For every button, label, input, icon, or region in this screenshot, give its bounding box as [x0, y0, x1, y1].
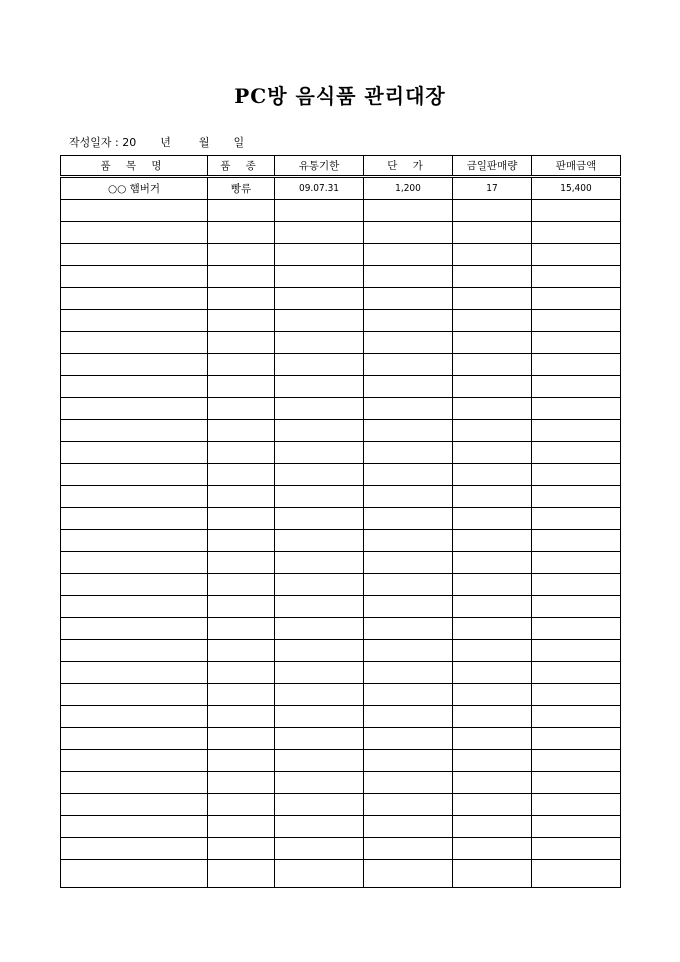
cell-category [208, 574, 275, 596]
cell-category [208, 772, 275, 794]
cell-sales-amount [532, 794, 621, 816]
cell-expiry-date [275, 816, 364, 838]
header-expiry-date: 유통기한 [275, 156, 364, 177]
month-unit: 월 [198, 136, 210, 149]
cell-unit-price [364, 266, 453, 288]
cell-expiry-date [275, 244, 364, 266]
table-row [61, 177, 621, 200]
cell-sales-amount [532, 288, 621, 310]
header-unit-price: 단 가 [364, 156, 453, 177]
cell-item-name [61, 332, 208, 354]
cell-daily-sales [453, 288, 532, 310]
cell-item-name [61, 772, 208, 794]
table-row-empty [61, 442, 621, 464]
cell-category [208, 376, 275, 398]
cell-sales-amount [532, 442, 621, 464]
cell-expiry-date [275, 552, 364, 574]
cell-sales-amount: 15,400 [532, 177, 621, 200]
cell-daily-sales [453, 508, 532, 530]
cell-expiry-date [275, 464, 364, 486]
table-row-empty [61, 728, 621, 750]
cell-daily-sales [453, 310, 532, 332]
cell-daily-sales [453, 728, 532, 750]
cell-item-name [61, 508, 208, 530]
cell-category [208, 486, 275, 508]
table-row-empty [61, 552, 621, 574]
cell-item-name [61, 684, 208, 706]
cell-unit-price [364, 486, 453, 508]
cell-unit-price [364, 244, 453, 266]
cell-daily-sales [453, 574, 532, 596]
cell-sales-amount [532, 486, 621, 508]
cell-daily-sales [453, 794, 532, 816]
cell-expiry-date [275, 530, 364, 552]
cell-unit-price [364, 200, 453, 222]
table-row-empty [61, 772, 621, 794]
cell-expiry-date [275, 420, 364, 442]
cell-daily-sales [453, 464, 532, 486]
cell-expiry-date: 09.07.31 [275, 177, 364, 200]
cell-expiry-date [275, 574, 364, 596]
cell-expiry-date [275, 486, 364, 508]
table-row-empty [61, 376, 621, 398]
cell-sales-amount [532, 332, 621, 354]
cell-unit-price [364, 596, 453, 618]
cell-item-name [61, 442, 208, 464]
cell-daily-sales [453, 222, 532, 244]
cell-expiry-date [275, 354, 364, 376]
cell-unit-price [364, 860, 453, 888]
cell-item-name [61, 464, 208, 486]
cell-item-name [61, 222, 208, 244]
cell-expiry-date [275, 266, 364, 288]
header-category: 품 종 [208, 156, 275, 177]
cell-daily-sales [453, 244, 532, 266]
cell-item-name [61, 750, 208, 772]
cell-item-name [61, 662, 208, 684]
cell-unit-price [364, 772, 453, 794]
cell-unit-price [364, 574, 453, 596]
cell-expiry-date [275, 706, 364, 728]
cell-sales-amount [532, 640, 621, 662]
table-row-empty [61, 332, 621, 354]
cell-sales-amount [532, 552, 621, 574]
cell-daily-sales [453, 376, 532, 398]
cell-unit-price [364, 398, 453, 420]
table-row-empty [61, 596, 621, 618]
cell-expiry-date [275, 442, 364, 464]
cell-daily-sales [453, 420, 532, 442]
cell-expiry-date [275, 200, 364, 222]
cell-category: 빵류 [208, 177, 275, 200]
table-row-empty [61, 200, 621, 222]
table-header-row [61, 156, 621, 177]
table-row-empty [61, 288, 621, 310]
cell-category [208, 354, 275, 376]
cell-sales-amount [532, 244, 621, 266]
cell-unit-price [364, 640, 453, 662]
cell-category [208, 596, 275, 618]
cell-category [208, 816, 275, 838]
cell-category [208, 266, 275, 288]
cell-expiry-date [275, 838, 364, 860]
cell-category [208, 398, 275, 420]
cell-daily-sales [453, 684, 532, 706]
cell-sales-amount [532, 728, 621, 750]
table-row-empty [61, 574, 621, 596]
cell-expiry-date [275, 310, 364, 332]
cell-unit-price [364, 442, 453, 464]
cell-category [208, 508, 275, 530]
cell-unit-price [364, 464, 453, 486]
table-row-empty [61, 794, 621, 816]
table-row-empty [61, 508, 621, 530]
cell-daily-sales [453, 750, 532, 772]
cell-daily-sales [453, 816, 532, 838]
cell-daily-sales [453, 354, 532, 376]
cell-expiry-date [275, 662, 364, 684]
cell-item-name [61, 706, 208, 728]
cell-item-name [61, 530, 208, 552]
year-unit: 년 [160, 136, 171, 149]
cell-unit-price [364, 750, 453, 772]
cell-sales-amount [532, 816, 621, 838]
cell-daily-sales [453, 486, 532, 508]
cell-category [208, 222, 275, 244]
cell-daily-sales [453, 552, 532, 574]
cell-item-name [61, 838, 208, 860]
table-row-empty [61, 486, 621, 508]
cell-daily-sales [453, 772, 532, 794]
table-row-empty [61, 530, 621, 552]
cell-unit-price [364, 354, 453, 376]
cell-unit-price [364, 662, 453, 684]
table-row-empty [61, 464, 621, 486]
cell-category [208, 618, 275, 640]
header-item-name: 품 목 명 [61, 156, 208, 177]
cell-expiry-date [275, 508, 364, 530]
cell-expiry-date [275, 376, 364, 398]
cell-sales-amount [532, 772, 621, 794]
cell-category [208, 420, 275, 442]
cell-item-name [61, 200, 208, 222]
day-unit: 일 [233, 136, 245, 149]
food-ledger-table [60, 155, 621, 888]
cell-item-name [61, 354, 208, 376]
cell-expiry-date [275, 288, 364, 310]
table-row-empty [61, 618, 621, 640]
table-row-empty [61, 860, 621, 888]
cell-daily-sales [453, 706, 532, 728]
cell-unit-price [364, 288, 453, 310]
cell-expiry-date [275, 222, 364, 244]
table-row-empty [61, 816, 621, 838]
cell-category [208, 200, 275, 222]
cell-expiry-date [275, 860, 364, 888]
cell-item-name [61, 596, 208, 618]
cell-daily-sales [453, 398, 532, 420]
cell-category [208, 838, 275, 860]
cell-daily-sales [453, 266, 532, 288]
cell-unit-price [364, 508, 453, 530]
table-row-empty [61, 354, 621, 376]
cell-category [208, 750, 275, 772]
cell-unit-price [364, 552, 453, 574]
cell-sales-amount [532, 530, 621, 552]
cell-sales-amount [532, 266, 621, 288]
cell-unit-price [364, 530, 453, 552]
table-row-empty [61, 310, 621, 332]
cell-category [208, 706, 275, 728]
cell-sales-amount [532, 684, 621, 706]
cell-sales-amount [532, 574, 621, 596]
cell-sales-amount [532, 398, 621, 420]
cell-category [208, 530, 275, 552]
cell-sales-amount [532, 200, 621, 222]
cell-unit-price [364, 376, 453, 398]
cell-category [208, 552, 275, 574]
cell-unit-price [364, 618, 453, 640]
cell-sales-amount [532, 464, 621, 486]
cell-item-name [61, 574, 208, 596]
header-sales-amount: 판매금액 [532, 156, 621, 177]
cell-expiry-date [275, 684, 364, 706]
cell-unit-price [364, 728, 453, 750]
cell-category [208, 288, 275, 310]
cell-item-name [61, 486, 208, 508]
cell-item-name [61, 816, 208, 838]
cell-item-name: ○○ 햄버거 [61, 177, 208, 200]
cell-item-name [61, 288, 208, 310]
cell-daily-sales [453, 200, 532, 222]
cell-unit-price [364, 838, 453, 860]
cell-category [208, 684, 275, 706]
cell-daily-sales [453, 442, 532, 464]
cell-sales-amount [532, 838, 621, 860]
page-title: PC방 음식품 관리대장 [234, 84, 446, 108]
cell-sales-amount [532, 860, 621, 888]
cell-unit-price [364, 684, 453, 706]
cell-unit-price [364, 332, 453, 354]
cell-daily-sales [453, 662, 532, 684]
cell-expiry-date [275, 728, 364, 750]
cell-unit-price: 1,200 [364, 177, 453, 200]
cell-category [208, 662, 275, 684]
cell-daily-sales [453, 530, 532, 552]
cell-expiry-date [275, 332, 364, 354]
cell-item-name [61, 420, 208, 442]
cell-daily-sales [453, 860, 532, 888]
cell-category [208, 860, 275, 888]
cell-item-name [61, 266, 208, 288]
table-row-empty [61, 222, 621, 244]
cell-item-name [61, 552, 208, 574]
cell-expiry-date [275, 772, 364, 794]
date-label: 작성일자 : 20 [69, 136, 137, 149]
table-row-empty [61, 420, 621, 442]
cell-sales-amount [532, 354, 621, 376]
cell-category [208, 310, 275, 332]
table-row-empty [61, 640, 621, 662]
cell-sales-amount [532, 310, 621, 332]
table-row-empty [61, 838, 621, 860]
cell-unit-price [364, 794, 453, 816]
cell-item-name [61, 244, 208, 266]
cell-unit-price [364, 222, 453, 244]
cell-item-name [61, 310, 208, 332]
cell-category [208, 728, 275, 750]
cell-unit-price [364, 816, 453, 838]
table-row-empty [61, 684, 621, 706]
cell-category [208, 464, 275, 486]
date-line [69, 134, 244, 150]
cell-expiry-date [275, 596, 364, 618]
table-row-empty [61, 398, 621, 420]
cell-expiry-date [275, 398, 364, 420]
cell-daily-sales: 17 [453, 177, 532, 200]
cell-sales-amount [532, 222, 621, 244]
header-daily-sales: 금일판매량 [453, 156, 532, 177]
cell-category [208, 442, 275, 464]
cell-category [208, 640, 275, 662]
cell-daily-sales [453, 838, 532, 860]
cell-daily-sales [453, 618, 532, 640]
cell-daily-sales [453, 640, 532, 662]
cell-sales-amount [532, 596, 621, 618]
cell-expiry-date [275, 750, 364, 772]
table-row-empty [61, 266, 621, 288]
cell-category [208, 794, 275, 816]
cell-expiry-date [275, 640, 364, 662]
cell-daily-sales [453, 596, 532, 618]
cell-unit-price [364, 420, 453, 442]
cell-category [208, 332, 275, 354]
cell-sales-amount [532, 508, 621, 530]
cell-item-name [61, 398, 208, 420]
cell-unit-price [364, 310, 453, 332]
cell-item-name [61, 728, 208, 750]
cell-item-name [61, 640, 208, 662]
table-row-empty [61, 750, 621, 772]
cell-unit-price [364, 706, 453, 728]
cell-expiry-date [275, 794, 364, 816]
cell-expiry-date [275, 618, 364, 640]
cell-sales-amount [532, 662, 621, 684]
cell-item-name [61, 618, 208, 640]
cell-category [208, 244, 275, 266]
cell-sales-amount [532, 618, 621, 640]
cell-sales-amount [532, 706, 621, 728]
cell-item-name [61, 376, 208, 398]
table-row-empty [61, 244, 621, 266]
cell-sales-amount [532, 376, 621, 398]
cell-daily-sales [453, 332, 532, 354]
cell-item-name [61, 860, 208, 888]
cell-sales-amount [532, 750, 621, 772]
cell-item-name [61, 794, 208, 816]
cell-sales-amount [532, 420, 621, 442]
table-row-empty [61, 706, 621, 728]
table-row-empty [61, 662, 621, 684]
